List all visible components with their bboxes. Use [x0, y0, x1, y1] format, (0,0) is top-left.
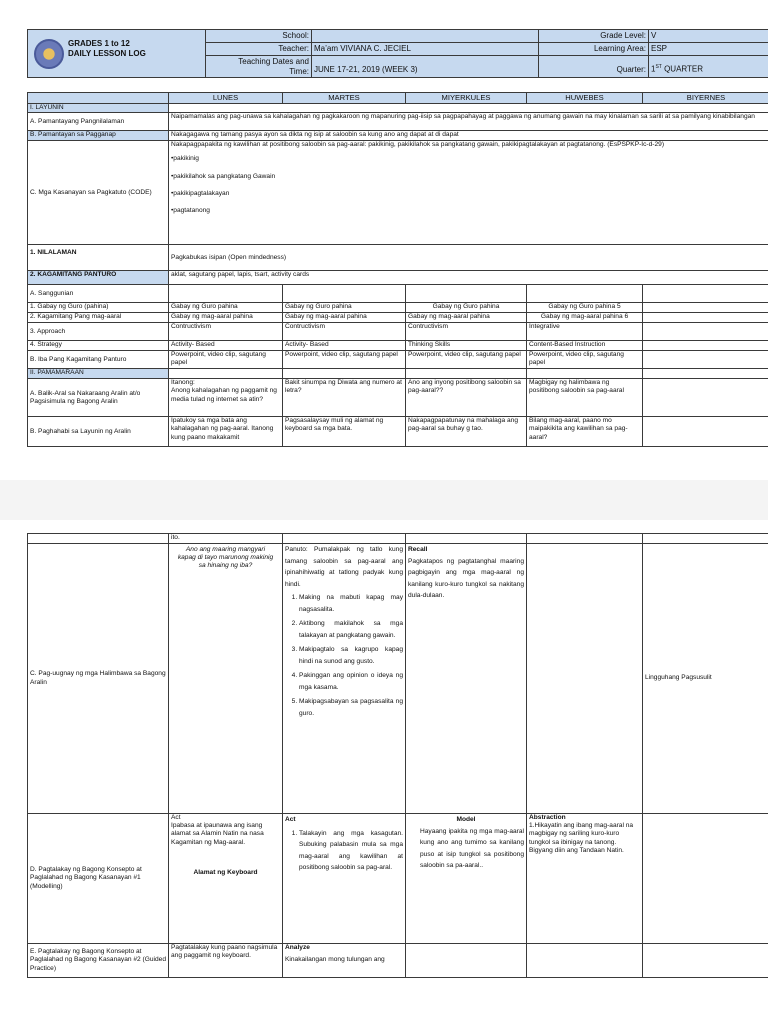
kagamitang-panturo-text: aklat, sagutang papel, lapis, tsart, activity cards	[169, 271, 768, 285]
pamamaraan-cell	[643, 369, 768, 379]
pagtalakay-2-cell	[527, 944, 643, 978]
kasanayan-bullet: •pakikilahok sa pangkatang Gawain	[171, 172, 276, 180]
approach-cell: Contructivism	[283, 323, 406, 341]
paghahabi-cell: Bilang mag-aaral, paano mo maipakikita ang kawilihan sa pag-aaral?	[527, 417, 643, 447]
pagtalakay-1-biyernes	[643, 814, 768, 944]
recall-text: Pagkatapos ng pagtatanghal maaring pagbigayin ang mga mag-aaral ng kanilang kuro-kuro tungkol sa nakitang dula-dulaan.	[408, 557, 524, 599]
header-table	[27, 29, 768, 78]
pagtalakay-1-huwebes	[527, 814, 643, 944]
abstraction-title: Abstraction	[529, 814, 566, 821]
gabay-guro-cell: Gabay ng Guro pahina	[406, 303, 527, 313]
continuation-cell	[527, 534, 643, 544]
iba-pang-kagamitan-cell	[643, 351, 768, 369]
sanggunian-cell	[406, 285, 527, 303]
kasanayan-text: Nakapagpapakita ng kawilihan at positibong saloobin sa pag-aaral: pakikinig, pakikilahok sa pangkatang gawain, pakikipagtalakayan at pagtatanong. (EsPSPKP-Ic-d-29)	[171, 141, 665, 149]
day-header-lunes: LUNES	[169, 93, 283, 104]
balik-aral-cell: Ano ang inyong positibong saloobin sa pag-aaral??	[406, 379, 527, 417]
list-item: 1. Making na mabuti kapag may nagsasalita.	[299, 592, 403, 615]
balik-aral-cell: Magbigay ng halimbawa ng positibong saloobin sa pag-aaral	[527, 379, 643, 417]
sanggunian-cell	[169, 285, 283, 303]
list-item: 5. Makipagsabayan sa pagsasalita ng guro.	[299, 696, 403, 719]
continuation-cell: ito.	[169, 534, 283, 544]
gabay-guro-label: 1. Gabay ng Guro (pahina)	[28, 303, 169, 313]
recall-title: Recall	[408, 546, 428, 553]
approach-cell: Contructivism	[169, 323, 283, 341]
list-item: 1. Talakayin ang mga kasagutan. Subuking palabasin mula sa mga mag-aaral ang kawilihan at positibong saloobin sa pag-aral.	[299, 828, 403, 874]
list-item: 3. Makipagtalo sa kagrupo kapag hindi na sunod ang gusto.	[299, 644, 403, 667]
list-item: 2. Aktibong makilahok sa mga talakayan at pangkatang gawain.	[299, 618, 403, 641]
sanggunian-cell	[527, 285, 643, 303]
day-header-miyerkules: MIYERKULES	[406, 93, 527, 104]
kagamitan-mag-aaral-cell: Gabay ng mag-aaral pahina 6	[527, 313, 643, 323]
school-value	[312, 30, 539, 43]
paghahabi-cell	[643, 417, 768, 447]
approach-cell	[643, 323, 768, 341]
pag-uugnay-miyerkules	[406, 544, 527, 814]
balik-aral-label: A. Balik-Aral sa Nakaraang Aralin at/o Pagsisimula ng Bagong Aralin	[28, 379, 169, 417]
act-title: Act	[285, 816, 296, 823]
nilalaman-text: Pagkabukas isipan (Open mindedness)	[169, 245, 768, 271]
balik-aral-cell: Itanong: Anong kahalagahan ng paggamit ng media tulad ng internet sa atin?	[169, 379, 283, 417]
continuation-cell	[406, 534, 527, 544]
layunin-content	[169, 104, 768, 113]
kasanayan-bullet: •pagtatanong	[171, 207, 210, 215]
paghahabi-cell: Pagsasalaysay muli ng alamat ng keyboard sa mga bata.	[283, 417, 406, 447]
kasanayan-content	[169, 141, 768, 245]
pagtalakay-1-lunes	[169, 814, 283, 944]
iba-pang-kagamitan-cell: Powerpoint, video clip, sagutang papel	[527, 351, 643, 369]
iba-pang-kagamitan-label: B. Iba Pang Kagamitang Panturo	[28, 351, 169, 369]
school-label: School:	[206, 30, 312, 43]
list-item: 4. Pakinggan ang opinion o ideya ng mga kasama.	[299, 670, 403, 693]
paghahabi-label: B. Paghahabi sa Layunin ng Aralin	[28, 417, 169, 447]
act-text: Ipabasa at ipaunawa ang isang alamat sa Alamin Natin na nasa Kagamitan ng Mag-aaral.	[171, 822, 264, 846]
sanggunian-cell	[283, 285, 406, 303]
teaching-dates-label-1: Teaching Dates and	[238, 56, 309, 66]
layunin-heading: I. LAYUNIN	[28, 104, 169, 113]
teacher-label: Teacher:	[206, 43, 312, 56]
page-one	[0, 0, 768, 480]
abstraction-text: 1.Hikayatin ang ibang mag-aaral na magbigay ng sariling kuro-kuro tungkol sa ibinigay na tanong. Bigyang diin ang Tandaan Natin.	[529, 822, 634, 854]
pamamaraan-heading: II. PAMAMARAAN	[28, 369, 169, 379]
sanggunian-cell	[643, 285, 768, 303]
model-text: Hayaang ipakita ng mga mag-aaral kung ano ang tumimo sa kanilang puso at isip tungkol sa positibong saloobin sa pa-aaral..	[420, 827, 524, 869]
corner-cell	[28, 93, 169, 104]
day-header-biyernes: BIYERNES	[643, 93, 768, 104]
pamantayang-pangnilalaman-text: Naipamamalas ang pag-unawa sa kahalagahan ng pagkakaroon ng mapanuring pag-iisip sa pagpapahayag at paggawa ng anumang gawain na may kinalaman sa sarili at sa pamilyang kinabibilangan	[169, 113, 768, 131]
teacher-value: Ma’am VIVIANA C. JECIEL	[312, 43, 539, 56]
balik-aral-cell	[643, 379, 768, 417]
teaching-dates-label	[206, 56, 312, 78]
pagtalakay-2-cell	[406, 944, 527, 978]
martes-panuto-list	[285, 592, 403, 719]
lesson-table-page2	[27, 533, 768, 978]
strategy-cell: Content-Based Instruction	[527, 341, 643, 351]
day-header-martes: MARTES	[283, 93, 406, 104]
pamamaraan-cell	[527, 369, 643, 379]
balik-aral-cell: Bakit sinumpa ng Diwata ang numero at letra?	[283, 379, 406, 417]
day-header-huwebes: HUWEBES	[527, 93, 643, 104]
lesson-table-page1	[27, 92, 768, 447]
pagtalakay-1-martes	[283, 814, 406, 944]
nilalaman-label: 1. NILALAMAN	[28, 245, 169, 271]
continuation-cell	[28, 534, 169, 544]
quarter-value: 1ST QUARTER	[649, 56, 768, 78]
pagtalakay-1-miyerkules	[406, 814, 527, 944]
kasanayan-label: C. Mga Kasanayan sa Pagkatuto (CODE)	[28, 141, 169, 245]
pagtalakay-2-martes	[283, 944, 406, 978]
pamamaraan-cell	[283, 369, 406, 379]
pagtalakay-2-cell	[643, 944, 768, 978]
strategy-cell: Thinking Skills	[406, 341, 527, 351]
strategy-label: 4. Strategy	[28, 341, 169, 351]
header-title-cell	[28, 30, 206, 78]
learning-area-label: Learning Area:	[539, 43, 649, 56]
continuation-cell	[283, 534, 406, 544]
kagamitang-panturo-label: 2. KAGAMITANG PANTURO	[28, 271, 169, 285]
paghahabi-cell: Nakapagpapatunay na mahalaga ang pag-aaral sa buhay g tao.	[406, 417, 527, 447]
pag-uugnay-lunes: Ano ang maaring mangyari kapag di tayo marunong makinig sa hinaing ng iba?	[169, 544, 283, 814]
strategy-cell: Activity- Based	[283, 341, 406, 351]
act-title: Act	[171, 814, 181, 821]
pamamaraan-cell	[169, 369, 283, 379]
pag-uugnay-biyernes: Lingguhang Pagsusulit	[643, 544, 768, 814]
approach-cell: Integrative	[527, 323, 643, 341]
gabay-guro-cell: Gabay ng Guro pahina	[169, 303, 283, 313]
pamantayan-sa-pagganap-label: B. Pamantayan sa Pagganap	[28, 131, 169, 141]
teaching-dates-value: JUNE 17-21, 2019 (WEEK 3)	[312, 56, 539, 78]
gabay-guro-cell: Gabay ng Guro pahina 5	[527, 303, 643, 313]
page-two	[0, 520, 768, 1024]
deped-seal-icon	[34, 39, 64, 69]
paghahabi-cell: Ipatukoy sa mga bata ang kahalagahan ng pag-aaral. Itanong kung paano makakamit	[169, 417, 283, 447]
alamat-title: Alamat ng Keyboard	[193, 868, 258, 876]
kasanayan-bullet: •pakikipagtalakayan	[171, 189, 230, 197]
pag-uugnay-martes	[283, 544, 406, 814]
continuation-cell	[643, 534, 768, 544]
analyze-text: Kinakailangan mong tulungan ang	[285, 956, 385, 964]
teaching-dates-label-2: Time:	[289, 66, 309, 76]
header-title-line2: DAILY LESSON LOG	[68, 48, 146, 58]
iba-pang-kagamitan-cell: Powerpoint, video clip, sagutang papel	[169, 351, 283, 369]
martes-act-list	[285, 828, 403, 874]
grade-level-label: Grade Level:	[539, 30, 649, 43]
quarter-label: Quarter:	[539, 56, 649, 78]
gabay-guro-cell: Gabay ng Guro pahina	[283, 303, 406, 313]
gabay-guro-cell	[643, 303, 768, 313]
kasanayan-bullet: •pakikinig	[171, 155, 199, 163]
grade-level-value: V	[649, 30, 768, 43]
pamantayang-pangnilalaman-label: A. Pamantayang Pangnilalaman	[28, 113, 169, 131]
learning-area-value: ESP	[649, 43, 768, 56]
martes-panuto: Panuto: Pumalakpak ng tatlo kung tamang saloobin sa pag-aaral ang ipinahihiwatig at tatlong padyak kung hindi.	[285, 546, 403, 588]
header-title-line1: GRADES 1 to 12	[68, 38, 130, 48]
pagtalakay-1-label: D. Pagtalakay ng Bagong Konsepto at Paglalahad ng Bagong Kasanayan #1 (Modelling)	[28, 814, 169, 944]
pag-uugnay-huwebes	[527, 544, 643, 814]
strategy-cell	[643, 341, 768, 351]
pagtalakay-2-lunes: Pagtatalakay kung paano nagsimula ang paggamit ng keyboard.	[169, 944, 283, 978]
model-title: Model	[456, 816, 476, 823]
pamantayan-sa-pagganap-text: Nakagagawa ng tamang pasya ayon sa dikta ng isip at saloobin sa kung ano ang dapat at di dapat	[169, 131, 768, 141]
kagamitan-mag-aaral-cell: Gabay ng mag-aaral pahina	[406, 313, 527, 323]
kagamitan-mag-aaral-label: 2. Kagamitang Pang mag-aaral	[28, 313, 169, 323]
page-gap	[0, 480, 768, 520]
pamamaraan-cell	[406, 369, 527, 379]
analyze-title: Analyze	[285, 944, 310, 951]
strategy-cell: Activity- Based	[169, 341, 283, 351]
approach-label: 3. Approach	[28, 323, 169, 341]
kagamitan-mag-aaral-cell	[643, 313, 768, 323]
pag-uugnay-label: C. Pag-uugnay ng mga Halimbawa sa Bagong Aralin	[28, 544, 169, 814]
pagtalakay-2-label: E. Pagtalakay ng Bagong Konsepto at Paglalahad ng Bagong Kasanayan #2 (Guided Practice)	[28, 944, 169, 978]
sanggunian-label: A. Sanggunian	[28, 285, 169, 303]
iba-pang-kagamitan-cell: Powerpoint, video clip, sagutang papel	[406, 351, 527, 369]
kagamitan-mag-aaral-cell: Gabay ng mag-aaral pahina	[283, 313, 406, 323]
approach-cell: Contructivism	[406, 323, 527, 341]
iba-pang-kagamitan-cell: Powerpoint, video clip, sagutang papel	[283, 351, 406, 369]
kagamitan-mag-aaral-cell: Gabay ng mag-aaral pahina	[169, 313, 283, 323]
